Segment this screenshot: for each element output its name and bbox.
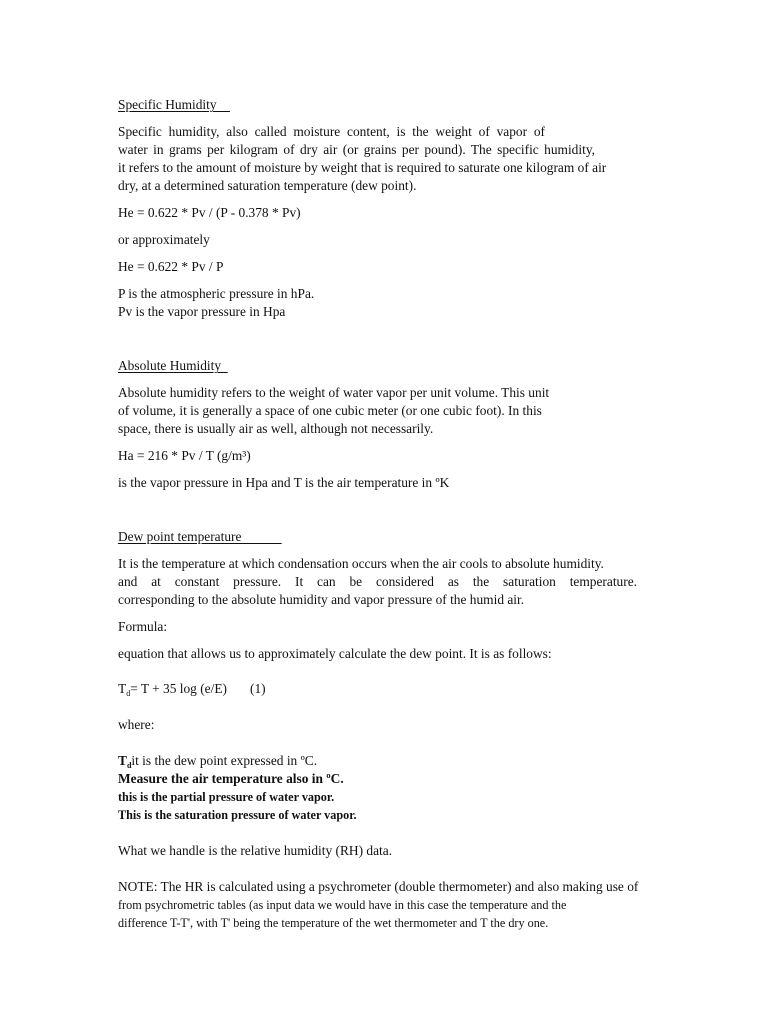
definition-p: P is the atmospheric pressure in hPa. bbox=[118, 286, 315, 301]
equation-symbol-t: T bbox=[118, 681, 127, 696]
specific-humidity-approx-formula: He = 0.622 * Pv / P bbox=[118, 259, 224, 274]
absolute-humidity-heading: Absolute Humidity bbox=[118, 358, 228, 373]
note-line: difference T-T', with T' being the temperature of the wet thermometer and T the dry one. bbox=[118, 916, 549, 930]
paragraph-line: Absolute humidity refers to the weight of water vapor per unit volume. This unit bbox=[118, 385, 550, 400]
paragraph-line: It is the temperature at which condensation occurs when the air cools to absolute humidity. bbox=[118, 556, 604, 571]
specific-humidity-formula: He = 0.622 * Pv / (P - 0.378 * Pv) bbox=[118, 205, 301, 220]
dew-point-definitions bbox=[118, 752, 663, 824]
definition-pv: Pv is the vapor pressure in Hpa bbox=[118, 304, 286, 319]
paragraph-line: water in grams per kilogram of dry air (or grains per pound). The specific humidity, bbox=[118, 142, 595, 157]
note-line: from psychrometric tables (as input data we would have in this case the temperature and the bbox=[118, 898, 567, 912]
specific-humidity-paragraph bbox=[118, 123, 663, 195]
paragraph-line: it refers to the amount of moisture by weight that is required to saturate one kilogram of air bbox=[118, 160, 607, 175]
td-definition-text: it is the dew point expressed in ºC. bbox=[131, 753, 318, 768]
or-approximately-text: or approximately bbox=[118, 232, 210, 247]
note-paragraph bbox=[118, 878, 663, 932]
equation-number: (1) bbox=[250, 681, 266, 696]
paragraph-line: corresponding to the absolute humidity and vapor pressure of the humid air. bbox=[118, 592, 525, 607]
note-line: NOTE: The HR is calculated using a psychrometer (double thermometer) and also making use of bbox=[118, 879, 639, 894]
td-symbol: T bbox=[118, 753, 127, 768]
definition-big-e: This is the saturation pressure of water vapor. bbox=[118, 808, 357, 822]
specific-humidity-definitions bbox=[118, 285, 663, 321]
equation-body: = T + 35 log (e/E) bbox=[130, 681, 227, 696]
specific-humidity-heading: Specific Humidity bbox=[118, 97, 230, 112]
paragraph-line: and at constant pressure. It can be considered as the saturation temperature. bbox=[118, 574, 637, 589]
where-label: where: bbox=[118, 717, 155, 732]
paragraph-line: Specific humidity, also called moisture content, is the weight of vapor of bbox=[118, 124, 545, 139]
paragraph-line: dry, at a determined saturation temperature (dew point). bbox=[118, 178, 417, 193]
absolute-humidity-note: is the vapor pressure in Hpa and T is the air temperature in ºK bbox=[118, 475, 450, 490]
document-page bbox=[118, 96, 663, 932]
relative-humidity-text: What we handle is the relative humidity (RH) data. bbox=[118, 843, 393, 858]
paragraph-line: of volume, it is generally a space of one cubic meter (or one cubic foot). In this bbox=[118, 403, 542, 418]
definition-td bbox=[118, 752, 663, 770]
dew-point-heading: Dew point temperature bbox=[118, 529, 282, 544]
absolute-humidity-formula: Ha = 216 * Pv / T (g/m³) bbox=[118, 448, 251, 463]
dew-point-paragraph bbox=[118, 555, 663, 609]
equation-subscript-d: d bbox=[126, 689, 131, 698]
dew-point-equation bbox=[118, 680, 663, 698]
definition-t: Measure the air temperature also in ºC. bbox=[118, 771, 344, 786]
td-subscript: d bbox=[126, 761, 132, 770]
equation-intro: equation that allows us to approximately calculate the dew point. It is as follows: bbox=[118, 646, 552, 661]
definition-e: this is the partial pressure of water vapor. bbox=[118, 790, 335, 804]
absolute-humidity-paragraph bbox=[118, 384, 663, 438]
paragraph-line: space, there is usually air as well, although not necessarily. bbox=[118, 421, 434, 436]
formula-label: Formula: bbox=[118, 619, 168, 634]
